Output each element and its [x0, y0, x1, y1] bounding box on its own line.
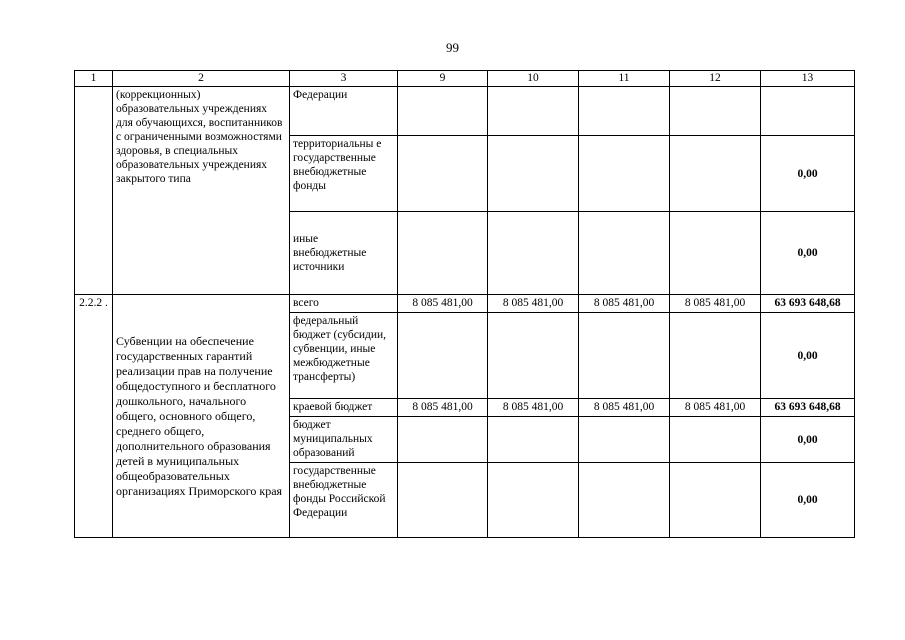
value-cell: [488, 463, 579, 538]
value-cell: 8 085 481,00: [488, 295, 579, 313]
value-cell: [398, 463, 488, 538]
value-cell: [398, 313, 488, 399]
value-cell: [579, 212, 670, 295]
table-row: [75, 295, 855, 313]
total-cell: 0,00: [761, 313, 855, 399]
total-cell: [761, 87, 855, 136]
value-cell: [670, 87, 761, 136]
funding-source: Федерации: [290, 87, 398, 136]
funding-source: краевой бюджет: [290, 399, 398, 417]
value-cell: [670, 313, 761, 399]
value-cell: [488, 87, 579, 136]
value-cell: 8 085 481,00: [579, 295, 670, 313]
total-cell: 0,00: [761, 136, 855, 212]
column-header: 11: [579, 71, 670, 87]
funding-source: всего: [290, 295, 398, 313]
value-cell: 8 085 481,00: [670, 399, 761, 417]
column-header: 13: [761, 71, 855, 87]
column-header: 12: [670, 71, 761, 87]
value-cell: 8 085 481,00: [670, 295, 761, 313]
value-cell: [670, 212, 761, 295]
funding-source: государственные внебюджетные фонды Российской Федерации: [290, 463, 398, 538]
value-cell: [670, 136, 761, 212]
column-header: 1: [75, 71, 113, 87]
budget-table: [74, 70, 855, 538]
row-number-cell: 2.2.2 .: [75, 295, 113, 538]
funding-source: территориальны е государственные внебюджетные фонды: [290, 136, 398, 212]
value-cell: [398, 87, 488, 136]
column-header: 9: [398, 71, 488, 87]
row-number-cell: [75, 87, 113, 295]
page-number: 99: [446, 40, 459, 55]
table-row: [75, 87, 855, 136]
funding-source: иные внебюджетные источники: [290, 212, 398, 295]
value-cell: [579, 87, 670, 136]
total-cell: 0,00: [761, 417, 855, 463]
value-cell: [398, 212, 488, 295]
value-cell: [488, 212, 579, 295]
value-cell: [488, 136, 579, 212]
value-cell: [579, 313, 670, 399]
value-cell: [398, 136, 488, 212]
value-cell: 8 085 481,00: [579, 399, 670, 417]
value-cell: [579, 463, 670, 538]
value-cell: [488, 313, 579, 399]
column-header: 2: [113, 71, 290, 87]
value-cell: [670, 463, 761, 538]
total-cell: 0,00: [761, 463, 855, 538]
total-cell: 63 693 648,68: [761, 295, 855, 313]
column-header: 10: [488, 71, 579, 87]
column-header: 3: [290, 71, 398, 87]
value-cell: [579, 417, 670, 463]
value-cell: [579, 136, 670, 212]
measure-name: (коррекционных) образовательных учреждениях для обучающихся, воспитанников с ограниченными возможностями здоровья, в специальных образовательных учреждениях закрытого типа: [113, 87, 290, 295]
total-cell: 63 693 648,68: [761, 399, 855, 417]
total-cell: 0,00: [761, 212, 855, 295]
value-cell: 8 085 481,00: [398, 399, 488, 417]
funding-source: бюджет муниципальных образований: [290, 417, 398, 463]
value-cell: 8 085 481,00: [398, 295, 488, 313]
value-cell: [488, 417, 579, 463]
measure-name: Субвенции на обеспечение государственных гарантий реализации прав на получение общедоступного и бесплатного дошкольного, начального общего, основного общего, среднего общего, дополнительного образования детей в муниципальных общеобразовательных организациях Приморского края: [113, 295, 290, 538]
value-cell: [670, 417, 761, 463]
value-cell: 8 085 481,00: [488, 399, 579, 417]
value-cell: [398, 417, 488, 463]
funding-source: федеральный бюджет (субсидии, субвенции, иные межбюджетные трансферты): [290, 313, 398, 399]
header-row: [75, 71, 855, 87]
